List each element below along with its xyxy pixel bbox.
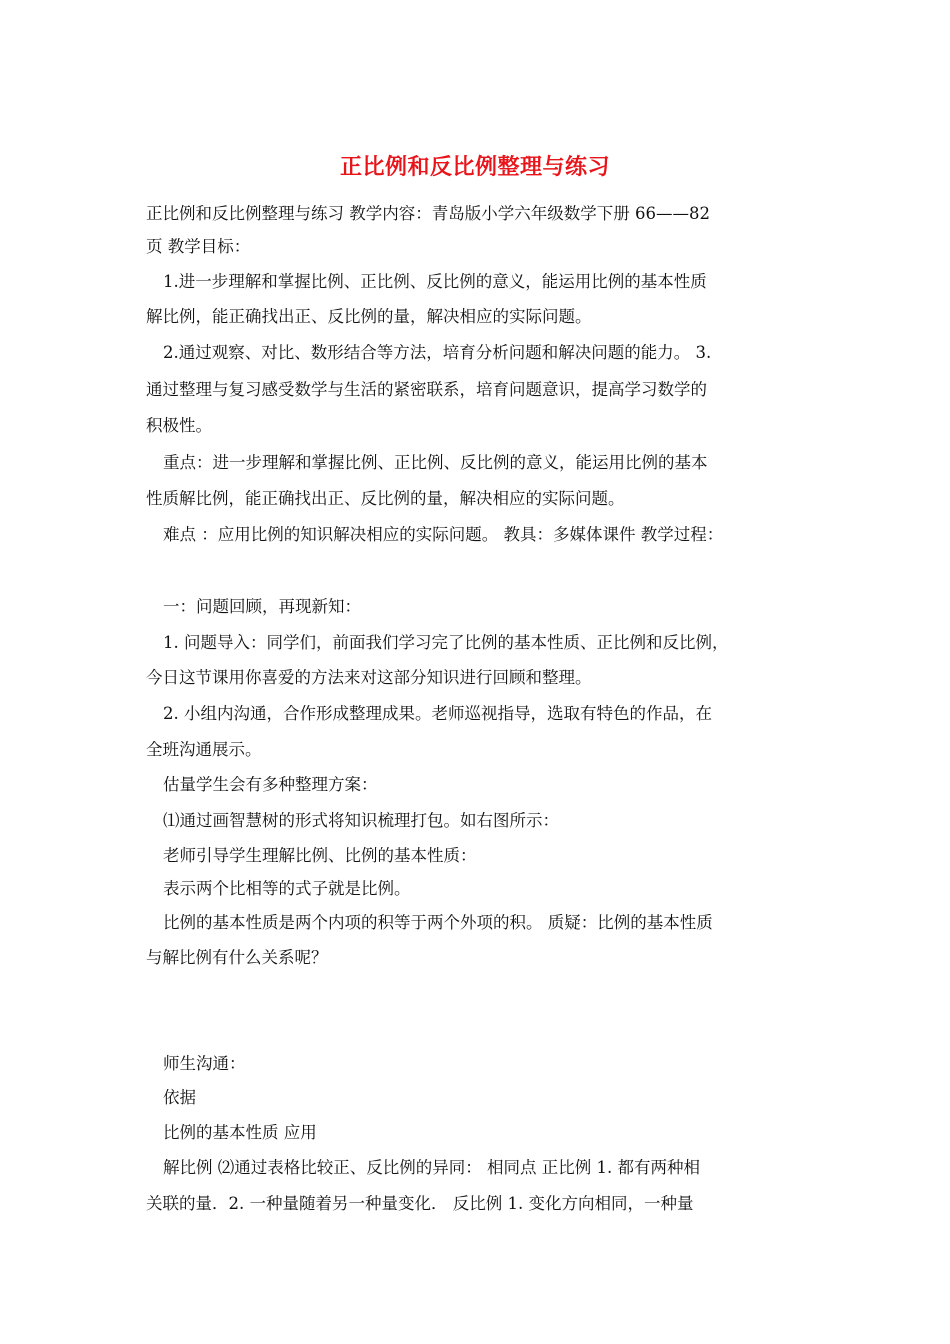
- text-line: 2. 小组内沟通，合作形成整理成果。老师巡视指导，选取有特色的作品，在: [163, 704, 712, 723]
- text-line: 正比例和反比例整理与练习 教学内容：青岛版小学六年级数学下册 66——82: [146, 204, 710, 223]
- text-line: 比例的基本性质 应用: [163, 1123, 317, 1142]
- text-line: 2.通过观察、对比、数形结合等方法，培育分析问题和解决问题的能力。 3.: [163, 343, 712, 362]
- text-line: 重点：进一步理解和掌握比例、正比例、反比例的意义，能运用比例的基本: [163, 453, 708, 472]
- text-line: 解比例 ⑵通过表格比较正、反比例的异同： 相同点 正比例 1. 都有两种相: [163, 1158, 700, 1177]
- text-line: 今日这节课用你喜爱的方法来对这部分知识进行回顾和整理。: [146, 668, 592, 687]
- text-line: 估量学生会有多种整理方案：: [163, 775, 378, 794]
- text-line: 页 教学目标：: [146, 237, 251, 256]
- document-title: 正比例和反比例整理与练习: [339, 155, 610, 180]
- text-line: 难点 ：应用比例的知识解决相应的实际问题。 教具：多媒体课件 教学过程：: [163, 525, 724, 544]
- text-line: 表示两个比相等的式子就是比例。: [163, 879, 411, 898]
- text-line: 积极性。: [146, 416, 212, 435]
- text-line: 性质解比例，能正确找出正、反比例的量，解决相应的实际问题。: [146, 489, 625, 508]
- text-line: 一：问题回顾，再现新知：: [163, 597, 361, 616]
- text-line: 与解比例有什么关系呢？: [146, 948, 328, 967]
- text-line: 关联的量．2. 一种量随着另一种量变化． 反比例 1. 变化方向相同，一种量: [146, 1194, 694, 1213]
- text-line: 比例的基本性质是两个内项的积等于两个外项的积。 质疑：比例的基本性质: [163, 913, 713, 932]
- text-line: 师生沟通：: [163, 1054, 246, 1073]
- text-line: 解比例，能正确找出正、反比例的量，解决相应的实际问题。: [146, 307, 592, 326]
- text-line: 全班沟通展示。: [146, 740, 262, 759]
- text-line: 1. 问题导入：同学们，前面我们学习完了比例的基本性质、正比例和反比例，: [163, 633, 729, 652]
- text-line: 老师引导学生理解比例、比例的基本性质：: [163, 846, 477, 865]
- text-line: ⑴通过画智慧树的形式将知识梳理打包。如右图所示：: [163, 811, 559, 830]
- text-line: 通过整理与复习感受数学与生活的紧密联系，培育问题意识，提高学习数学的: [146, 380, 707, 399]
- text-line: 1.进一步理解和掌握比例、正比例、反比例的意义，能运用比例的基本性质: [163, 272, 707, 291]
- text-line: 依据: [163, 1088, 196, 1107]
